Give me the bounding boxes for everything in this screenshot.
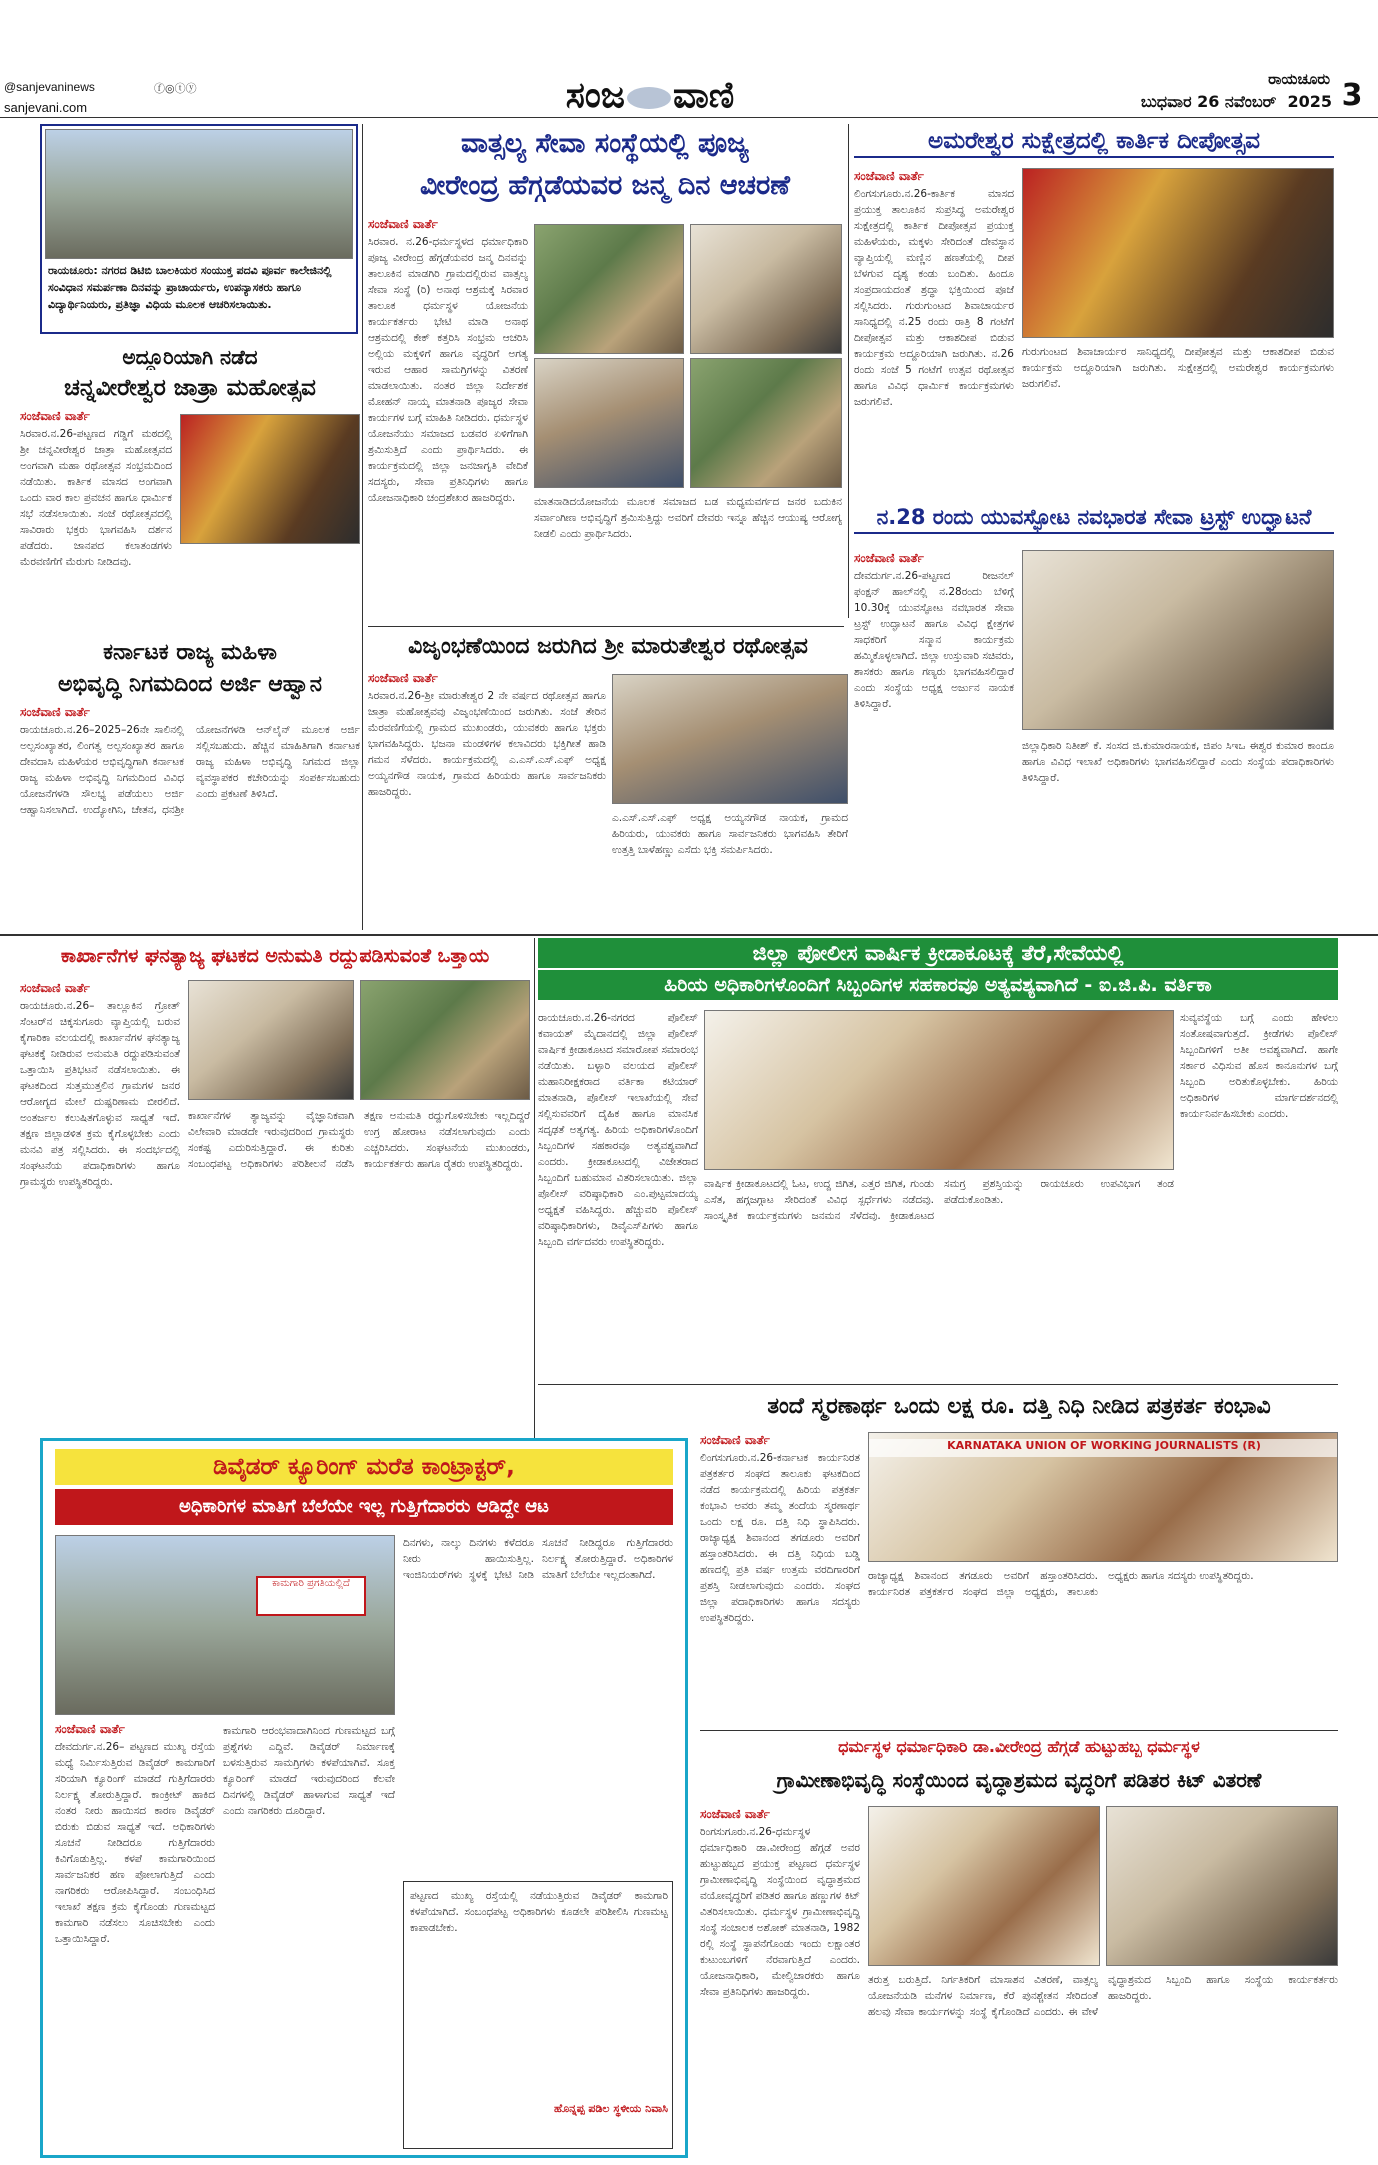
story-body: ಸಿರವಾರ.ನ.26-ಶ್ರೀ ಮಾರುತೇಶ್ವರ 2 ನೇ ವರ್ಷದ ರಥೋತ್ಸವ ಹಾಗೂ ಜಾತ್ರಾ ಮಹೋತ್ಸವವು ವಿಜೃಂಭಣೆಯಿಂದ ಜರುಗಿತು. ಸಂಜೆ ತೇರಿನ ಮೆರವಣಿಗೆಯಲ್ಲಿ ಗ್ರಾಮದ ಮುಖಂಡರು, ಯುವಕರು ಹಾಗೂ ಭಕ್ತರು ಭಾಗವಹಿಸಿದ್ದರು. ಭಜನಾ ಮಂಡಳಿಗಳ ಕಲಾವಿದರು ಭಕ್ತಿಗೀತೆ ಹಾಡಿ ಗಮನ ಸೆಳೆದರು. ಕಾರ್ಯಕ್ರಮದಲ್ಲಿ ಎ.ಎಸ್.ಎಸ್.ಎಫ್ ಅಧ್ಯಕ್ಷ ಅಯ್ಯನಗೌಡ ನಾಯಕ, ಗ್ರಾಮದ ಹಿರಿಯರು ಹಾಗೂ ಸಾರ್ವಜನಿಕರು ಹಾಜರಿದ್ದರು. xyxy=(368,690,606,798)
story-headline: ನ.28 ರಂದು ಯುವಸ್ಫೋಟ ನವಭಾರತ ಸೇವಾ ಟ್ರಸ್ಟ್ ಉದ್ಘಾಟನೆ xyxy=(854,500,1334,534)
city-name: ರಾಯಚೂರು xyxy=(1268,70,1330,88)
protest-photo-2 xyxy=(360,980,530,1100)
story-headline-line1: ಡಿವೈಡರ್ ಕ್ಯೂರಿಂಗ್ ಮರೆತ ಕಾಂಟ್ರಾಕ್ಟರ್, xyxy=(55,1449,673,1485)
story-body-cont: ಕಾರ್ಖಾನೆಗಳ ತ್ಯಾಜ್ಯವನ್ನು ವೈಜ್ಞಾನಿಕವಾಗಿ ವಿಲೇವಾರಿ ಮಾಡದೇ ಇರುವುದರಿಂದ ಗ್ರಾಮಸ್ಥರು ಸಂಕಷ್ಟ ಎದುರಿಸುತ್ತಿದ್ದಾರೆ. ಈ ಕುರಿತು ಸಂಬಂಧಪಟ್ಟ ಅಧಿಕಾರಿಗಳು ಪರಿಶೀಲನೆ ನಡೆಸಿ ತಕ್ಷಣ ಅನುಮತಿ ರದ್ದುಗೊಳಿಸಬೇಕು ಇಲ್ಲದಿದ್ದರೆ ಉಗ್ರ ಹೋರಾಟ ನಡೆಸಲಾಗುವುದು ಎಂದು ಎಚ್ಚರಿಸಿದರು. ಸಂಘಟನೆಯ ಮುಖಂಡರು, ಕಾರ್ಯಕರ್ತರು ಹಾಗೂ ರೈತರು ಉಪಸ್ಥಿತರಿದ್ದರು. xyxy=(188,1110,530,1170)
logo-text-left: ಸಂಜ xyxy=(565,74,625,116)
story-chennaveereshwara xyxy=(20,344,360,634)
issue-date-text: ಬುಧವಾರ 26 ನವೆಂಬರ್ xyxy=(1140,92,1277,111)
section-rule-1 xyxy=(368,626,844,627)
logo-emblem-icon xyxy=(627,87,671,109)
story-body-cont: ಜಿಲ್ಲಾಧಿಕಾರಿ ನಿತೀಶ್ ಕೆ. ಸಂಸದ ಜಿ.ಕುಮಾರನಾಯಕ, ಜಿಪಂ ಸಿಇಒ ಈಶ್ವರ ಕುಮಾರ ಕಾಂದೂ ಹಾಗೂ ವಿವಿಧ ಇಲಾಖೆ ಅಧಿಕಾರಿಗಳು ಭಾಗವಹಿಸಲಿದ್ದಾರೆ ಎಂದು ಸಂಸ್ಥೆಯ ಪದಾಧಿಕಾರಿಗಳು ತಿಳಿಸಿದ್ದಾರೆ. xyxy=(1022,740,1334,784)
story-body-cont: ತರುತ್ತ ಬರುತ್ತಿದೆ. ನಿರ್ಗತಿಕರಿಗೆ ಮಾಸಾಶನ ವಿತರಣೆ, ವಾತ್ಸಲ್ಯ ಯೋಜನೆಯಡಿ ಮನೆಗಳ ನಿರ್ಮಾಣ, ಕೆರೆ ಪುನಶ್ಚೇತನ ಸೇರಿದಂತೆ ಹಲವು ಸೇವಾ ಕಾರ್ಯಗಳನ್ನು ಸಂಸ್ಥೆ ಕೈಗೊಂಡಿದೆ ಎಂದರು. ಈ ವೇಳೆ ವೃದ್ಧಾಶ್ರಮದ ಸಿಬ್ಬಂದಿ ಹಾಗೂ ಸಂಸ್ಥೆಯ ಕಾರ್ಯಕರ್ತರು ಹಾಜರಿದ್ದರು. xyxy=(868,1974,1338,2018)
story-body: ರಾಯಚೂರು.ನ.26-ನಗರದ ಪೊಲೀಸ್ ಕವಾಯತ್ ಮೈದಾನದಲ್ಲಿ ಜಿಲ್ಲಾ ಪೊಲೀಸ್ ವಾರ್ಷಿಕ ಕ್ರೀಡಾಕೂಟದ ಸಮಾರೋಪ ಸಮಾರಂಭ ನಡೆಯಿತು. ಬಳ್ಳಾರಿ ವಲಯದ ಪೊಲೀಸ್ ಮಹಾನಿರೀಕ್ಷಕರಾದ ವರ್ತಿಕಾ ಕಟಿಯಾರ್ ಮಾತನಾಡಿ, ಪೊಲೀಸ್ ಇಲಾಖೆಯಲ್ಲಿ ಸೇವೆ ಸಲ್ಲಿಸುವವರಿಗೆ ದೈಹಿಕ ಹಾಗೂ ಮಾನಸಿಕ ಸದೃಢತೆ ಅತ್ಯಗತ್ಯ. ಹಿರಿಯ ಅಧಿಕಾರಿಗಳೊಂದಿಗೆ ಸಿಬ್ಬಂದಿಗಳ ಸಹಕಾರವೂ ಅತ್ಯವಶ್ಯವಾಗಿದೆ ಎಂದರು. ಕ್ರೀಡಾಕೂಟದಲ್ಲಿ ವಿಜೇತರಾದ ಸಿಬ್ಬಂದಿಗೆ ಬಹುಮಾನ ವಿತರಿಸಲಾಯಿತು. ಜಿಲ್ಲಾ ಪೊಲೀಸ್ ವರಿಷ್ಠಾಧಿಕಾರಿ ಎಂ.ಪುಟ್ಟಮಾದಯ್ಯ ಅಧ್ಯಕ್ಷತೆ ವಹಿಸಿದ್ದರು. ಹೆಚ್ಚುವರಿ ಪೊಲೀಸ್ ವರಿಷ್ಠಾಧಿಕಾರಿಗಳು, ಡಿವೈಎಸ್‌ಪಿಗಳು ಹಾಗೂ ಸಿಬ್ಬಂದಿ ವರ್ಗದವರು ಉಪಸ್ಥಿತರಿದ್ದರು. xyxy=(538,1012,698,1248)
story-body-cont: ವಾರ್ಷಿಕ ಕ್ರೀಡಾಕೂಟದಲ್ಲಿ ಓಟ, ಉದ್ದ ಜಿಗಿತ, ಎತ್ತರ ಜಿಗಿತ, ಗುಂಡು ಎಸೆತ, ಹಗ್ಗಜಗ್ಗಾಟ ಸೇರಿದಂತೆ ವಿವಿಧ ಸ್ಪರ್ಧೆಗಳು ನಡೆದವು. ಸಾಂಸ್ಕೃತಿಕ ಕಾರ್ಯಕ್ರಮಗಳು ಜನಮನ ಸೆಳೆದವು. ಕ್ರೀಡಾಕೂಟದ ಸಮಗ್ರ ಪ್ರಶಸ್ತಿಯನ್ನು ರಾಯಚೂರು ಉಪವಿಭಾಗ ತಂಡ ಪಡೆದುಕೊಂಡಿತು. xyxy=(704,1178,1174,1222)
story-kicker: ಅದ್ದೂರಿಯಾಗಿ ನಡೆದ xyxy=(122,345,258,369)
story-byline: ಸಂಜೆವಾಣಿ ವಾರ್ತೆ xyxy=(20,981,90,995)
story-dharmasthala xyxy=(700,1734,1338,2158)
story-police xyxy=(538,938,1338,1378)
story-body: ದೇವದುರ್ಗ.ನ.26– ಪಟ್ಟಣದ ಮುಖ್ಯ ರಸ್ತೆಯ ಮಧ್ಯೆ ನಿರ್ಮಿಸುತ್ತಿರುವ ಡಿವೈಡರ್ ಕಾಮಗಾರಿಗೆ ಸರಿಯಾಗಿ ಕ್ಯೂರಿಂಗ್ ಮಾಡದೆ ಗುತ್ತಿಗೆದಾರರು ನಿರ್ಲಕ್ಷ್ಯ ತೋರುತ್ತಿದ್ದಾರೆ. ಕಾಂಕ್ರೀಟ್ ಹಾಕಿದ ನಂತರ ನೀರು ಹಾಯಿಸದ ಕಾರಣ ಡಿವೈಡರ್ ಬಿರುಕು ಬಿಡುವ ಸಾಧ್ಯತೆ ಇದೆ. ಅಧಿಕಾರಿಗಳು ಸೂಚನೆ ನೀಡಿದರೂ ಗುತ್ತಿಗೆದಾರರು ಕಿವಿಗೊಡುತ್ತಿಲ್ಲ. ಕಳಪೆ ಕಾಮಗಾರಿಯಿಂದ ಸಾರ್ವಜನಿಕರ ಹಣ ಪೋಲಾಗುತ್ತಿದೆ ಎಂದು ನಾಗರಿಕರು ಆರೋಪಿಸಿದ್ದಾರೆ. ಸಂಬಂಧಿಸಿದ ಇಲಾಖೆ ತಕ್ಷಣ ಕ್ರಮ ಕೈಗೊಂಡು ಗುಣಮಟ್ಟದ ಕಾಮಗಾರಿ ನಡೆಸಲು ಸೂಚಿಸಬೇಕು ಎಂದು ಒತ್ತಾಯಿಸಿದ್ದಾರೆ. xyxy=(55,1741,215,1945)
story-headline: ವಿಜೃಂಭಣೆಯಿಂದ ಜರುಗಿದ ಶ್ರೀ ಮಾರುತೇಶ್ವರ ರಥೋತ್ಸವ xyxy=(408,634,808,659)
story-byline: ಸಂಜೆವಾಣಿ ವಾರ್ತೆ xyxy=(20,705,90,719)
story-headline: ಗ್ರಾಮೀಣಾಭಿವೃದ್ಧಿ ಸಂಸ್ಥೆಯಿಂದ ವೃದ್ಧಾಶ್ರಮದ ವೃದ್ಧರಿಗೆ ಪಡಿತರ ಕಿಟ್ ವಿತರಣೆ xyxy=(776,1768,1262,1792)
story-vatsalya xyxy=(368,124,842,624)
story-body: ರಾಯಚೂರು.ನ.26–2025–26ನೇ ಸಾಲಿನಲ್ಲಿ ಅಲ್ಪಸಂಖ್ಯಾತರ, ಲಿಂಗತ್ವ ಅಲ್ಪಸಂಖ್ಯಾತರ ಹಾಗೂ ದೇವದಾಸಿ ಮಹಿಳೆಯರ ಅಭಿವೃದ್ಧಿಗಾಗಿ ಕರ್ನಾಟಕ ರಾಜ್ಯ ಮಹಿಳಾ ಅಭಿವೃದ್ಧಿ ನಿಗಮದಿಂದ ವಿವಿಧ ಯೋಜನೆಗಳಡಿ ಸೌಲಭ್ಯ ಪಡೆಯಲು ಅರ್ಜಿ ಆಹ್ವಾನಿಸಲಾಗಿದೆ. ಉದ್ಯೋಗಿನಿ, ಚೇತನ, ಧನಶ್ರೀ ಯೋಜನೆಗಳಡಿ ಆನ್‌ಲೈನ್ ಮೂಲಕ ಅರ್ಜಿ ಸಲ್ಲಿಸಬಹುದು. ಹೆಚ್ಚಿನ ಮಾಹಿತಿಗಾಗಿ ಕರ್ನಾಟಕ ರಾಜ್ಯ ಮಹಿಳಾ ಅಭಿವೃದ್ಧಿ ನಿಗಮದ ಜಿಲ್ಲಾ ವ್ಯವಸ್ಥಾಪಕರ ಕಚೇರಿಯನ್ನು ಸಂಪರ್ಕಿಸಬಹುದು ಎಂದು ಪ್ರಕಟಣೆ ತಿಳಿಸಿದೆ. xyxy=(20,724,360,816)
story-byline: ಸಂಜೆವಾಣಿ ವಾರ್ತೆ xyxy=(368,217,438,231)
police-event-photo xyxy=(704,1010,1174,1170)
masthead xyxy=(0,0,1378,118)
reader-box-text: ಪಟ್ಟಣದ ಮುಖ್ಯ ರಸ್ತೆಯಲ್ಲಿ ನಡೆಯುತ್ತಿರುವ ಡಿವೈಡರ್ ಕಾಮಗಾರಿ ಕಳಪೆಯಾಗಿದೆ. ಸಂಬಂಧಪಟ್ಟ ಅಧಿಕಾರಿಗಳು ಕೂಡಲೇ ಪರಿಶೀಲಿಸಿ ಗುಣಮಟ್ಟ ಕಾಪಾಡಬೇಕು. xyxy=(410,1890,668,1934)
story-headline-line1: ಜಿಲ್ಲಾ ಪೋಲೀಸ ವಾರ್ಷಿಕ ಕ್ರೀಡಾಕೂಟಕ್ಕೆ ತೆರೆ,ಸೇವೆಯಲ್ಲಿ xyxy=(538,938,1338,968)
union-banner: KARNATAKA UNION OF WORKING JOURNALISTS (R) xyxy=(869,1439,1338,1457)
story-byline: ಸಂಜೆವಾಣಿ ವಾರ್ತೆ xyxy=(854,169,924,183)
kit-distribution-photo-1 xyxy=(868,1806,1100,1966)
story-body-cont: ಗುರುಗುಂಟದ ಶಿವಾಚಾರ್ಯರ ಸಾನಿಧ್ಯದಲ್ಲಿ ದೀಪೋತ್ಸವ ಮತ್ತು ಆಕಾಶದೀಪ ಬಿಡುವ ಕಾರ್ಯಕ್ರಮ ಅದ್ದೂರಿಯಾಗಿ ಜರುಗಿತು. ಸುಕ್ಷೇತ್ರದಲ್ಲಿ ಅಮರೇಶ್ವರ ಕಾರ್ಯಕ್ರಮಗಳು ಜರುಗಲಿವೆ. xyxy=(1022,346,1334,390)
story-byline: ಸಂಜೆವಾಣಿ ವಾರ್ತೆ xyxy=(20,409,90,423)
story-body: ಲಿಂಗಸುಗೂರು.ನ.26-ಕರ್ನಾಟಕ ಕಾರ್ಯನಿರತ ಪತ್ರಕರ್ತರ ಸಂಘದ ತಾಲೂಕು ಘಟಕದಿಂದ ನಡೆದ ಕಾರ್ಯಕ್ರಮದಲ್ಲಿ ಹಿರಿಯ ಪತ್ರಕರ್ತ ಕಂಭಾವಿ ಅವರು ತಮ್ಮ ತಂದೆಯ ಸ್ಮರಣಾರ್ಥ ಒಂದು ಲಕ್ಷ ರೂ. ದತ್ತಿ ನಿಧಿ ಸ್ಥಾಪಿಸಿದರು. ರಾಜ್ಯಾಧ್ಯಕ್ಷ ಶಿವಾನಂದ ತಗಡೂರು ಅವರಿಗೆ ಹಸ್ತಾಂತರಿಸಿದರು. ಈ ದತ್ತಿ ನಿಧಿಯ ಬಡ್ಡಿ ಹಣದಲ್ಲಿ ಪ್ರತಿ ವರ್ಷ ಉತ್ತಮ ವರದಿಗಾರರಿಗೆ ಪ್ರಶಸ್ತಿ ನೀಡಲಾಗುವುದು ಎಂದರು. ಸಂಘದ ಜಿಲ್ಲಾ ಪದಾಧಿಕಾರಿಗಳು ಹಾಗೂ ಸದಸ್ಯರು ಉಪಸ್ಥಿತರಿದ್ದರು. xyxy=(700,1452,860,1624)
ashram-photo-1 xyxy=(534,224,684,354)
story-headline: ಕಾರ್ಖಾನೆಗಳ ಘನತ್ಯಾಜ್ಯ ಘಟಕದ ಅನುಮತಿ ರದ್ದುಪಡಿಸುವಂತೆ ಒತ್ತಾಯ xyxy=(60,945,490,967)
social-handle[interactable]: @sanjevaninews xyxy=(4,80,95,94)
story-byline: ಸಂಜೆವಾಣಿ ವಾರ್ತೆ xyxy=(700,1433,770,1447)
story-headline-line1: ಕರ್ನಾಟಕ ರಾಜ್ಯ ಮಹಿಳಾ xyxy=(103,640,277,665)
logo-text-right: ವಾಣಿ xyxy=(672,74,735,116)
story-body-col2: ಮಾತನಾಡಿದಯೋಜನೆಯ ಮೂಲಕ ಸಮಾಜದ ಬಡ ಮಧ್ಯಮವರ್ಗದ ಜನರ ಬದುಕಿನ ಸರ್ವಾಂಗೀಣ ಅಭಿವೃದ್ಧಿಗೆ ಶ್ರಮಿಸುತ್ತಿದ್ದು ಅವರಿಗೆ ದೇವರು ಇನ್ನೂ ಹೆಚ್ಚಿನ ಆಯುಷ್ಯ ಆರೋಗ್ಯ ನೀಡಲಿ ಎಂದು ಪ್ರಾರ್ಥಿಸಿದರು. xyxy=(534,496,842,540)
story-body: ಲಿಂಗಸುಗೂರು.ನ.26-ಕಾರ್ತಿಕ ಮಾಸದ ಪ್ರಯುಕ್ತ ತಾಲೂಕಿನ ಸುಪ್ರಸಿದ್ಧ ಅಮರೇಶ್ವರ ಸುಕ್ಷೇತ್ರದಲ್ಲಿ ಕಾರ್ತಿಕ ದೀಪೋತ್ಸವ ಪ್ರಯುಕ್ತ ಮಹಿಳೆಯರು, ಮಕ್ಕಳು ಸೇರಿದಂತೆ ದೇವಸ್ಥಾನ ವ್ಯಾಪ್ತಿಯಲ್ಲಿ ಮಣ್ಣಿನ ಹಣತೆಯಲ್ಲಿ ದೀಪ ಬೆಳಗುವ ದೃಶ್ಯ ಕಂಡು ಬಂದಿತು. ಹಿಂದೂ ಸಂಪ್ರದಾಯದಂತೆ ಶ್ರದ್ಧಾ ಭಕ್ತಿಯಿಂದ ಪೂಜೆ ಸಲ್ಲಿಸಿದರು. ಗುರುಗುಂಟದ ಶಿವಾಚಾರ್ಯರ ಸಾನಿಧ್ಯದಲ್ಲಿ ನ.25 ರಂದು ರಾತ್ರಿ 8 ಗಂಟೆಗೆ ದೀಪೋತ್ಸವ ಮತ್ತು ಆಕಾಶದೀಪ ಬಿಡುವ ಕಾರ್ಯಕ್ರಮ ಅದ್ದೂರಿಯಾಗಿ ಜರುಗಿತು. ನ.26 ರಂದು ಸಂಜೆ 5 ಗಂಟೆಗೆ ಉತ್ಸವ ರಥೋತ್ಸವ ಹಾಗೂ ವಿವಿಧ ಧಾರ್ಮಿಕ ಕಾರ್ಯಕ್ರಮಗಳು ಜರುಗಲಿವೆ. xyxy=(854,188,1014,408)
story-photo-caption xyxy=(40,124,358,334)
photo-caption: ರಾಯಚೂರು: ನಗರದ ಡಿಟಿಬಿ ಬಾಲಕಿಯರ ಸಂಯುಕ್ತ ಪದವಿ ಪೂರ್ವ ಕಾಲೇಜಿನಲ್ಲಿ ಸಂವಿಧಾನ ಸಮರ್ಪಣಾ ದಿನವನ್ನು ಪ್ರಾಚಾರ್ಯರು, ಉಪನ್ಯಾಸಕರು ಹಾಗೂ ವಿದ್ಯಾರ್ಥಿನಿಯರು, ಪ್ರತಿಜ್ಞಾ ವಿಧಿಯ ಮೂಲಕ ಆಚರಿಸಲಾಯಿತು. xyxy=(48,264,332,311)
story-headline: ಅಮರೇಶ್ವರ ಸುಕ್ಷೇತ್ರದಲ್ಲಿ ಕಾರ್ತಿಕ ದೀಪೋತ್ಸವ xyxy=(854,124,1334,158)
story-body-cont: ಎ.ಎಸ್.ಎಸ್.ಎಫ್ ಅಧ್ಯಕ್ಷ ಅಯ್ಯನಗೌಡ ನಾಯಕ, ಗ್ರಾಮದ ಹಿರಿಯರು, ಯುವಕರು ಹಾಗೂ ಸಾರ್ವಜನಿಕರು ಭಾಗವಹಿಸಿ ತೇರಿಗೆ ಉತ್ತತ್ತಿ ಬಾಳೆಹಣ್ಣು ಎಸೆದು ಭಕ್ತಿ ಸಮರ್ಪಿಸಿದರು. xyxy=(612,812,848,856)
work-progress-sign: ಕಾಮಗಾರಿ ಪ್ರಗತಿಯಲ್ಲಿದೆ xyxy=(256,1576,366,1616)
journalists-union-photo xyxy=(868,1432,1338,1562)
festival-photo xyxy=(180,414,360,544)
story-kambhavi xyxy=(700,1388,1338,1728)
story-divider xyxy=(40,1438,688,2158)
kit-distribution-photo-2 xyxy=(1106,1806,1338,1966)
trust-members-photo xyxy=(1022,550,1334,730)
column-divider-2 xyxy=(848,124,849,618)
story-headline-line2: ಹಿರಿಯ ಅಧಿಕಾರಿಗಳೊಂದಿಗೆ ಸಿಬ್ಬಂದಿಗಳ ಸಹಕಾರವೂ ಅತ್ಯವಶ್ಯವಾಗಿದೆ - ಐ.ಜಿ.ಪಿ. ವರ್ತಿಕಾ xyxy=(538,970,1338,1000)
reader-signature: ಹೊನ್ನಪ್ಪ ಪಡಿಲ ಸ್ಥಳೀಯ ನಿವಾಸಿ xyxy=(554,2102,668,2115)
website[interactable]: sanjevani.com xyxy=(4,100,88,115)
story-amareshwara xyxy=(854,124,1334,494)
story-body: ದೇವದುರ್ಗ.ನ.26-ಪಟ್ಟಣದ ರೀಜನಲ್ ಫಂಕ್ಷನ್ ಹಾಲ್‌ನಲ್ಲಿ ನ.28ರಂದು ಬೆಳಿಗ್ಗೆ 10.30ಕ್ಕೆ ಯುವಸ್ಫೋಟ ನವಭಾರತ ಸೇವಾ ಟ್ರಸ್ಟ್ ಉದ್ಘಾಟನೆ ಹಾಗೂ ವಿವಿಧ ಕ್ಷೇತ್ರಗಳ ಸಾಧಕರಿಗೆ ಸನ್ಮಾನ ಕಾರ್ಯಕ್ರಮ ಹಮ್ಮಿಕೊಳ್ಳಲಾಗಿದೆ. ಜಿಲ್ಲಾ ಉಸ್ತುವಾರಿ ಸಚಿವರು, ಶಾಸಕರು ಹಾಗೂ ಗಣ್ಯರು ಭಾಗವಹಿಸಲಿದ್ದಾರೆ ಎಂದು ಸಂಸ್ಥೆಯ ಅಧ್ಯಕ್ಷ ಅರ್ಜುನ ನಾಯಕ ತಿಳಿಸಿದ್ದಾರೆ. xyxy=(854,570,1014,710)
story-body: ಸಿರವಾರ.ನ.26-ಪಟ್ಟಣದ ಗಡ್ಡಿಗೆ ಮಠದಲ್ಲಿ ಶ್ರೀ ಚನ್ನವೀರೇಶ್ವರ ಜಾತ್ರಾ ಮಹೋತ್ಸವದ ಅಂಗವಾಗಿ ಮಹಾ ರಥೋತ್ಸವ ಸಂಭ್ರಮದಿಂದ ನಡೆಯಿತು. ಕಾರ್ತಿಕ ಮಾಸದ ಅಂಗವಾಗಿ ಒಂದು ವಾರ ಕಾಲ ಪ್ರವಚನ ಹಾಗೂ ಧಾರ್ಮಿಕ ಸಭೆ ನಡೆಸಲಾಯಿತು. ಸಂಜೆ ರಥೋತ್ಸವದಲ್ಲಿ ಸಾವಿರಾರು ಭಕ್ತರು ಭಾಗವಹಿಸಿ ದರ್ಶನ ಪಡೆದರು. ಜಾನಪದ ಕಲಾತಂಡಗಳು ಮೆರವಣಿಗೆಗೆ ಮೆರುಗು ನೀಡಿದವು. xyxy=(20,428,172,568)
divider-road-photo xyxy=(55,1535,395,1715)
masthead-rule xyxy=(0,117,1378,118)
chariot-photo xyxy=(612,674,848,804)
story-kicker: ಧರ್ಮಸ್ಥಳ ಧರ್ಮಾಧಿಕಾರಿ ಡಾ.ವೀರೇಂದ್ರ ಹೆಗ್ಗಡೆ ಹುಟ್ಟುಹಬ್ಬ ಧರ್ಮಸ್ಥಳ xyxy=(838,1737,1200,1756)
column-divider-3 xyxy=(534,938,535,1438)
story-byline: ಸಂಜೆವಾಣಿ ವಾರ್ತೆ xyxy=(55,1722,125,1736)
section-rule-4 xyxy=(700,1730,1338,1731)
story-headline-line2: ಅಭಿವೃದ್ಧಿ ನಿಗಮದಿಂದ ಅರ್ಜಿ ಆಹ್ವಾನ xyxy=(58,672,322,697)
social-icons[interactable]: ⓕ◎ⓣⓨ xyxy=(154,82,197,95)
column-divider-1 xyxy=(362,124,363,930)
reader-box xyxy=(403,1881,673,2149)
ashram-photo-2 xyxy=(690,224,842,354)
ashram-photo-3 xyxy=(534,358,684,488)
story-body-col1: ಸಿರವಾರ. ನ.26-ಧರ್ಮಸ್ಥಳದ ಧರ್ಮಾಧಿಕಾರಿ ಪೂಜ್ಯ ವೀರೇಂದ್ರ ಹೆಗ್ಗಡೆಯವರ ಜನ್ಮ ದಿನವನ್ನು ತಾಲೂಕಿನ ಮಾಡಗಿರಿ ಗ್ರಾಮದಲ್ಲಿರುವ ವಾತ್ಸಲ್ಯ ಸೇವಾ ಸಂಸ್ಥೆ (ರಿ) ಅನಾಥ ಆಶ್ರಮಕ್ಕೆ ಸಿರವಾರ ತಾಲೂಕ ಧರ್ಮಸ್ಥಳ ಯೋಜನೆಯ ಕಾರ್ಯಕರ್ತರು ಭೇಟಿ ಮಾಡಿ ಅನಾಥ ಆಶ್ರಮದಲ್ಲಿ ಕೇಕ್ ಕತ್ತರಿಸಿ ಸಂಭ್ರಮ ಆಚರಿಸಿ ಅಲ್ಲಿಯ ಮಕ್ಕಳಿಗೆ ಹಾಗೂ ವೃದ್ಧರಿಗೆ ಅಗತ್ಯ ಇರುವ ಆಹಾರ ಸಾಮಗ್ರಿಗಳನ್ನು ವಿತರಣೆ ಮಾಡಲಾಯಿತು. ನಂತರ ಜಿಲ್ಲಾ ನಿರ್ದೇಶಕ ಮೋಹನ್ ನಾಯ್ಕ ಮಾತನಾಡಿ ಪೂಜ್ಯರ ಸೇವಾ ಕಾರ್ಯಗಳ ಬಗ್ಗೆ ಮಾಹಿತಿ ನೀಡಿದರು. ಧರ್ಮಸ್ಥಳ ಯೋಜನೆಯು ಸಮಾಜದ ಬಡವರ ಏಳಿಗೆಗಾಗಿ ಶ್ರಮಿಸುತ್ತಿದೆ ಎಂದು ಪ್ರಾರ್ಥಿಸಿದರು. ಈ ಕಾರ್ಯಕ್ರಮದಲ್ಲಿ ಜಿಲ್ಲಾ ಜನಜಾಗೃತಿ ವೇದಿಕೆ ಸದಸ್ಯರು, ಸೇವಾ ಪ್ರತಿನಿಧಿಗಳು ಹಾಗೂ ಯೋಜನಾಧಿಕಾರಿ ಚಂದ್ರಶೇಖರ ಹಾಜರಿದ್ದರು. xyxy=(368,236,528,504)
issue-year: 2025 xyxy=(1287,92,1332,111)
story-yuva xyxy=(854,500,1334,930)
story-karkhane xyxy=(20,938,530,1438)
story-body-cont: ರಾಜ್ಯಾಧ್ಯಕ್ಷ ಶಿವಾನಂದ ತಗಡೂರು ಅವರಿಗೆ ಹಸ್ತಾಂತರಿಸಿದರು. ಕಾರ್ಯನಿರತ ಪತ್ರಕರ್ತರ ಸಂಘದ ಜಿಲ್ಲಾ ಅಧ್ಯಕ್ಷರು, ತಾಲೂಕು ಅಧ್ಯಕ್ಷರು ಹಾಗೂ ಸದಸ್ಯರು ಉಪಸ್ಥಿತರಿದ್ದರು. xyxy=(868,1570,1254,1598)
story-headline: ಚನ್ನವೀರೇಶ್ವರ ಜಾತ್ರಾ ಮಹೋತ್ಸವ xyxy=(64,375,316,401)
ashram-photo-4 xyxy=(690,358,842,488)
story-headline-line2: ಅಧಿಕಾರಿಗಳ ಮಾತಿಗೆ ಬೆಲೆಯೇ ಇಲ್ಲ ಗುತ್ತಿಗೆದಾರರು ಆಡಿದ್ದೇ ಆಟ xyxy=(55,1489,673,1525)
story-mahila xyxy=(20,638,360,928)
story-maruteshwara xyxy=(368,630,848,930)
newspaper-logo[interactable] xyxy=(470,72,830,118)
page-number: 3 xyxy=(1341,78,1363,113)
deepotsava-photo xyxy=(1022,168,1334,338)
story-body: ರಾಯಚೂರು.ನ.26– ತಾಲ್ಲೂಕಿನ ಗ್ರೋತ್ ಸೆಂಟರ್‌ನ ಚಿಕ್ಕಸುಗೂರು ವ್ಯಾಪ್ತಿಯಲ್ಲಿ ಬರುವ ಕೈಗಾರಿಕಾ ವಲಯದಲ್ಲಿ ಕಾರ್ಖಾನೆಗಳ ಘನತ್ಯಾಜ್ಯ ಘಟಕಕ್ಕೆ ನೀಡಿರುವ ಅನುಮತಿ ರದ್ದುಪಡಿಸುವಂತೆ ಒತ್ತಾಯಿಸಿ ಪ್ರತಿಭಟನೆ ನಡೆಸಲಾಯಿತು. ಈ ಘಟಕದಿಂದ ಸುತ್ತಮುತ್ತಲಿನ ಗ್ರಾಮಗಳ ಜನರ ಆರೋಗ್ಯದ ಮೇಲೆ ದುಷ್ಪರಿಣಾಮ ಬೀರಲಿದೆ. ಅಂತರ್ಜಲ ಕಲುಷಿತಗೊಳ್ಳುವ ಸಾಧ್ಯತೆ ಇದೆ. ತಕ್ಷಣ ಜಿಲ್ಲಾಡಳಿತ ಕ್ರಮ ಕೈಗೊಳ್ಳಬೇಕು ಎಂದು ಮನವಿ ಪತ್ರ ಸಲ್ಲಿಸಿದರು. ಈ ಸಂದರ್ಭದಲ್ಲಿ ಸಂಘಟನೆಯ ಪದಾಧಿಕಾರಿಗಳು ಹಾಗೂ ಗ್ರಾಮಸ್ಥರು ಉಪಸ್ಥಿತರಿದ್ದರು. xyxy=(20,1000,180,1188)
story-headline-line2: ವೀರೇಂದ್ರ ಹೆಗ್ಗಡೆಯವರ ಜನ್ಮ ದಿನ ಆಚರಣೆ xyxy=(420,170,790,201)
students-photo xyxy=(45,129,353,259)
section-rule-2 xyxy=(0,934,1378,936)
story-body-cont2: ದಿನಗಳು, ನಾಲ್ಕು ದಿನಗಳು ಕಳೆದರೂ ನೀರು ಹಾಯಿಸುತ್ತಿಲ್ಲ. ಇಂಜಿನಿಯರ್‌ಗಳು ಸ್ಥಳಕ್ಕೆ ಭೇಟಿ ನೀಡಿ ಸೂಚನೆ ನೀಡಿದ್ದರೂ ಗುತ್ತಿಗೆದಾರರು ನಿರ್ಲಕ್ಷ್ಯ ತೋರುತ್ತಿದ್ದಾರೆ. ಅಧಿಕಾರಿಗಳ ಮಾತಿಗೆ ಬೆಲೆಯೇ ಇಲ್ಲದಂತಾಗಿದೆ. xyxy=(403,1537,673,1581)
story-body-cont2: ಸುವ್ಯವಸ್ಥೆಯ ಬಗ್ಗೆ ಎಂದು ಹೇಳಲು ಸಂತೋಷವಾಗುತ್ತದೆ. ಕ್ರೀಡೆಗಳು ಪೊಲೀಸ್ ಸಿಬ್ಬಂದಿಗಳಿಗೆ ಅತೀ ಅವಶ್ಯವಾಗಿದೆ. ಹಾಗೇ ಸರ್ಕಾರ ವಿಧಿಸುವ ಹೊಸ ಕಾನೂನುಗಳ ಬಗ್ಗೆ ಸಿಬ್ಬಂದಿ ಅರಿತುಕೊಳ್ಳಬೇಕು. ಹಿರಿಯ ಅಧಿಕಾರಿಗಳ ಮಾರ್ಗದರ್ಶನದಲ್ಲಿ ಕಾರ್ಯನಿರ್ವಹಿಸಬೇಕು ಎಂದರು. xyxy=(1180,1012,1338,1120)
story-headline: ತಂದೆ ಸ್ಮರಣಾರ್ಥ ಒಂದು ಲಕ್ಷ ರೂ. ದತ್ತಿ ನಿಧಿ ನೀಡಿದ ಪತ್ರಕರ್ತ ಕಂಭಾವಿ xyxy=(767,1394,1271,1419)
story-body: ರಿಂಗಸುಗೂರು.ನ.26-ಧರ್ಮಸ್ಥಳ ಧರ್ಮಾಧಿಕಾರಿ ಡಾ.ವೀರೇಂದ್ರ ಹೆಗ್ಗಡೆ ಅವರ ಹುಟ್ಟುಹಬ್ಬದ ಪ್ರಯುಕ್ತ ಪಟ್ಟಣದ ಧರ್ಮಸ್ಥಳ ಗ್ರಾಮೀಣಾಭಿವೃದ್ಧಿ ಸಂಸ್ಥೆಯಿಂದ ವೃದ್ಧಾಶ್ರಮದ ವಯೋವೃದ್ಧರಿಗೆ ಪಡಿತರ ಹಾಗೂ ಹಣ್ಣುಗಳ ಕಿಟ್ ವಿತರಿಸಲಾಯಿತು. ಧರ್ಮಸ್ಥಳ ಗ್ರಾಮೀಣಾಭಿವೃದ್ಧಿ ಸಂಸ್ಥೆ ಸಂಚಾಲಕ ಅಶೋಕ್ ಮಾತನಾಡಿ, 1982 ರಲ್ಲಿ ಸಂಸ್ಥೆ ಸ್ಥಾಪನೆಗೊಂಡು ಇಂದು ಲಕ್ಷಾಂತರ ಕುಟುಂಬಗಳಿಗೆ ನೆರವಾಗುತ್ತಿದೆ ಎಂದರು. ಯೋಜನಾಧಿಕಾರಿ, ಮೇಲ್ವಿಚಾರಕರು ಹಾಗೂ ಸೇವಾ ಪ್ರತಿನಿಧಿಗಳು ಹಾಜರಿದ್ದರು. xyxy=(700,1826,860,1998)
story-byline: ಸಂಜೆವಾಣಿ ವಾರ್ತೆ xyxy=(700,1807,770,1821)
protest-photo-1 xyxy=(188,980,354,1100)
issue-date xyxy=(1010,92,1332,114)
story-byline: ಸಂಜೆವಾಣಿ ವಾರ್ತೆ xyxy=(368,671,438,685)
story-headline-line1: ವಾತ್ಸಲ್ಯ ಸೇವಾ ಸಂಸ್ಥೆಯಲ್ಲಿ ಪೂಜ್ಯ xyxy=(461,128,749,159)
story-byline: ಸಂಜೆವಾಣಿ ವಾರ್ತೆ xyxy=(854,551,924,565)
story-body-cont: ಕಾಮಗಾರಿ ಆರಂಭವಾದಾಗಿನಿಂದ ಗುಣಮಟ್ಟದ ಬಗ್ಗೆ ಪ್ರಶ್ನೆಗಳು ಎದ್ದಿವೆ. ಡಿವೈಡರ್ ನಿರ್ಮಾಣಕ್ಕೆ ಬಳಸುತ್ತಿರುವ ಸಾಮಗ್ರಿಗಳು ಕಳಪೆಯಾಗಿವೆ. ಸೂಕ್ತ ಕ್ಯೂರಿಂಗ್ ಮಾಡದೆ ಇರುವುದರಿಂದ ಕೆಲವೇ ದಿನಗಳಲ್ಲಿ ಡಿವೈಡರ್ ಹಾಳಾಗುವ ಸಾಧ್ಯತೆ ಇದೆ ಎಂದು ನಾಗರಿಕರು ದೂರಿದ್ದಾರೆ. xyxy=(223,1725,395,1817)
section-rule-3 xyxy=(538,1384,1338,1385)
